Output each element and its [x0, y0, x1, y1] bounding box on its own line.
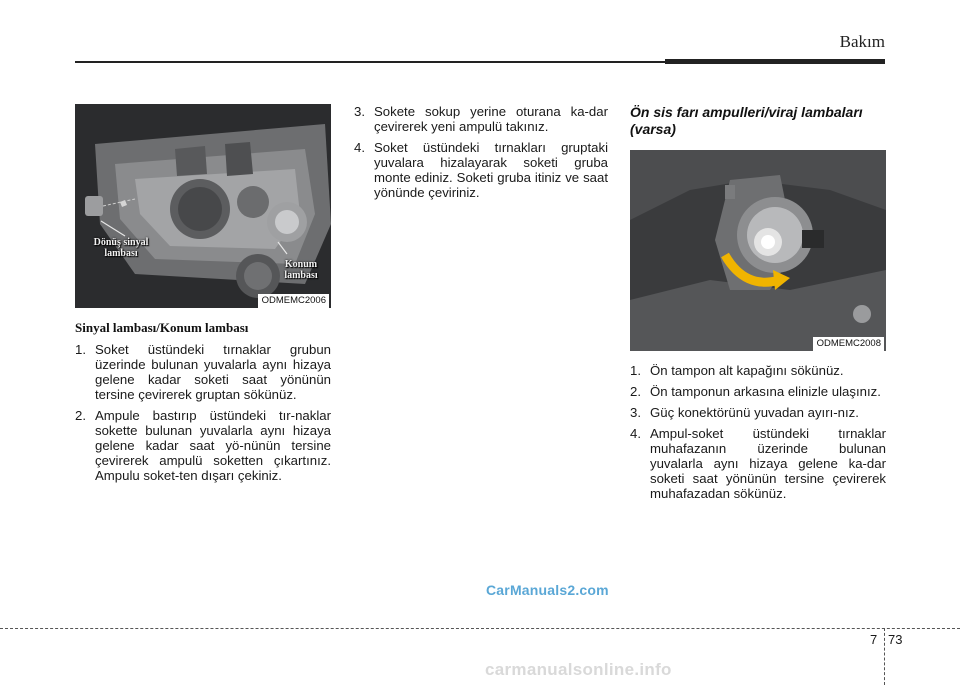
label-turn-signal-lamp: Dönüş sinyal lambası — [93, 237, 149, 259]
fog-lamp-illustration — [630, 150, 886, 351]
section-title-signal-lamp: Sinyal lambası/Konum lambası — [75, 320, 249, 335]
middle-step-list — [354, 104, 608, 200]
list-item: 3. Güç konektörünü yuvadan ayırı-nız. — [630, 405, 859, 420]
left-column — [75, 104, 331, 489]
figure-headlamp — [75, 104, 331, 308]
list-item: 2. Ampule bastırıp üstündeki tır-naklar sokette bulunan yuvalarla aynı hizaya gelene kadar saat yö-nünün tersine çevirerek ampulü soketten çıkartınız. Ampulu soket-ten dışarı çekiniz. — [75, 408, 331, 483]
right-step-list — [630, 363, 886, 501]
header-rule-thick — [665, 59, 885, 64]
footer-dashed-rule — [0, 628, 960, 629]
figure-code: ODMEMC2008 — [813, 337, 884, 351]
header-section-title: Bakım — [839, 32, 885, 51]
list-item: 1. Soket üstündeki tırnaklar grubun üzerinde bulunan yuvalarla aynı hizaya gelene kadar soketi saat yönünün tersine çevirerek gruptan sökünüz. — [75, 342, 331, 402]
page-chapter-number: 7 — [870, 632, 878, 647]
footer-site-watermark: carmanualsonline.info — [485, 660, 672, 679]
middle-column — [354, 104, 608, 206]
list-item: 4. Ampul-soket üstündeki tırnaklar muhafazanın üzerinde bulunan yuvalarla aynı hizaya gelene ka-dar soketi saat yönünün tersine çevirerek muhafazadan sökünüz. — [630, 426, 886, 501]
label-position-lamp: Konum lambası — [284, 259, 318, 281]
figure-fog-lamp — [630, 150, 886, 351]
list-item: 1. Ön tampon alt kapağını sökünüz. — [630, 363, 844, 378]
figure-code: ODMEMC2006 — [258, 294, 329, 308]
right-column — [630, 104, 886, 507]
list-item: 2. Ön tamponun arkasına elinizle ulaşınız. — [630, 384, 881, 399]
footer-vertical-rule — [884, 628, 885, 685]
section-title-fog-lamp: Ön sis farı ampulleri/viraj lambaları (varsa) — [630, 104, 863, 137]
list-item: 4. Soket üstündeki tırnakları gruptaki yuvalara hizalayarak soketi gruba monte ediniz. Soketi gruba itiniz ve saat yönünde çeviriniz. — [354, 140, 608, 200]
list-item: 3. Sokete sokup yerine oturana ka-dar çevirerek yeni ampulü takınız. — [354, 104, 608, 134]
page-number: 73 — [888, 632, 903, 647]
left-step-list — [75, 342, 331, 483]
watermark-link[interactable]: CarManuals2.com — [486, 582, 609, 598]
